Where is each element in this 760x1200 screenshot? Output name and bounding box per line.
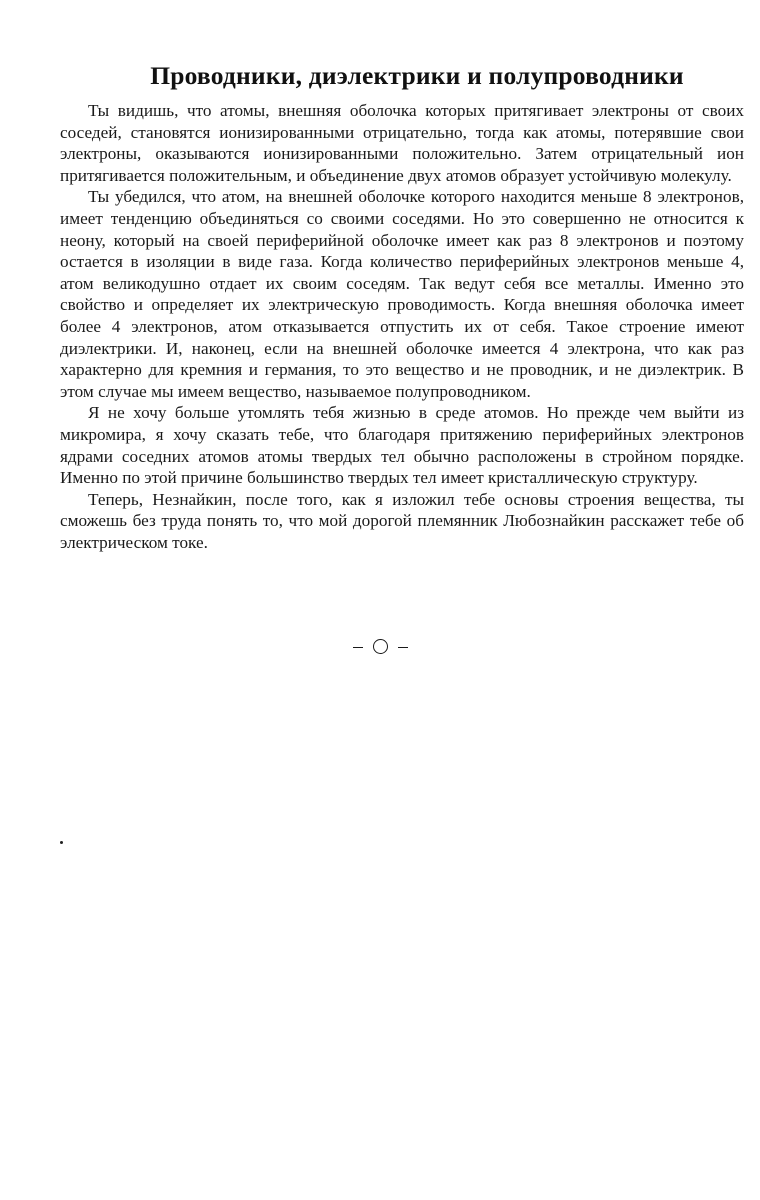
section-separator bbox=[0, 632, 760, 660]
paragraph-conductors-dielectrics: Ты убедился, что атом, на внешней оболочке которого находится меньше 8 электронов, имеет тенденцию объединяться со своими соседями. Но это совершенно не относится к неону, который на своей периферийной оболочке имеет как раз 8 электронов и поэтому остается в изоляции в виде газа. Когда количество периферийных электронов меньше 4, атом великодушно отдает их своим соседям. Так ведут себя все металлы. Именно это свойство и определяет их электрическую проводимость. Когда внешняя оболочка имеет более 4 электронов, атом отказывается отпустить их от себя. Такое строение имеют диэлектрики. И, наконец, если на внешней оболочке имеется 4 электрона, что как раз характерно для кремния и германия, то это вещество и не проводник, и не диэлектрик. В этом случае мы имеем вещество, называемое полупроводником. bbox=[60, 187, 744, 401]
separator-dash-left bbox=[353, 647, 363, 649]
paragraph-crystal-structure: Я не хочу больше утомлять тебя жизнью в среде атомов. Но прежде чем выйти из микромира, я хочу сказать тебе, что благодаря притяжению периферийных электронов ядрами соседних атомов атомы твердых тел обычно расположены в стройном порядке. Именно по этой причине большинство твердых тел имеет кристаллическую структуру. bbox=[60, 403, 744, 488]
paragraph-conclusion: Теперь, Незнайкин, после того, как я изложил тебе основы строения вещества, ты сможешь без труда понять то, что мой дорогой племянник Любознайкин расскажет тебе об электрическом токе. bbox=[60, 489, 744, 552]
paragraph-ions: Ты видишь, что атомы, внешняя оболочка которых притягивает электроны от своих соседей, становятся ионизированными отрицательно, тогда как атомы, потерявшие свои электроны, оказываются ионизированными положительно. Затем отрицательный ион притягивается положительным, и объединение двух атомов образует устойчивую молекулу. bbox=[60, 101, 744, 185]
scan-speck bbox=[60, 841, 63, 844]
separator-dash-right bbox=[398, 647, 408, 649]
circle-ornament-icon bbox=[373, 639, 388, 654]
page-content bbox=[60, 58, 744, 553]
section-title: Проводники, диэлектрики и полупроводники bbox=[150, 61, 684, 90]
